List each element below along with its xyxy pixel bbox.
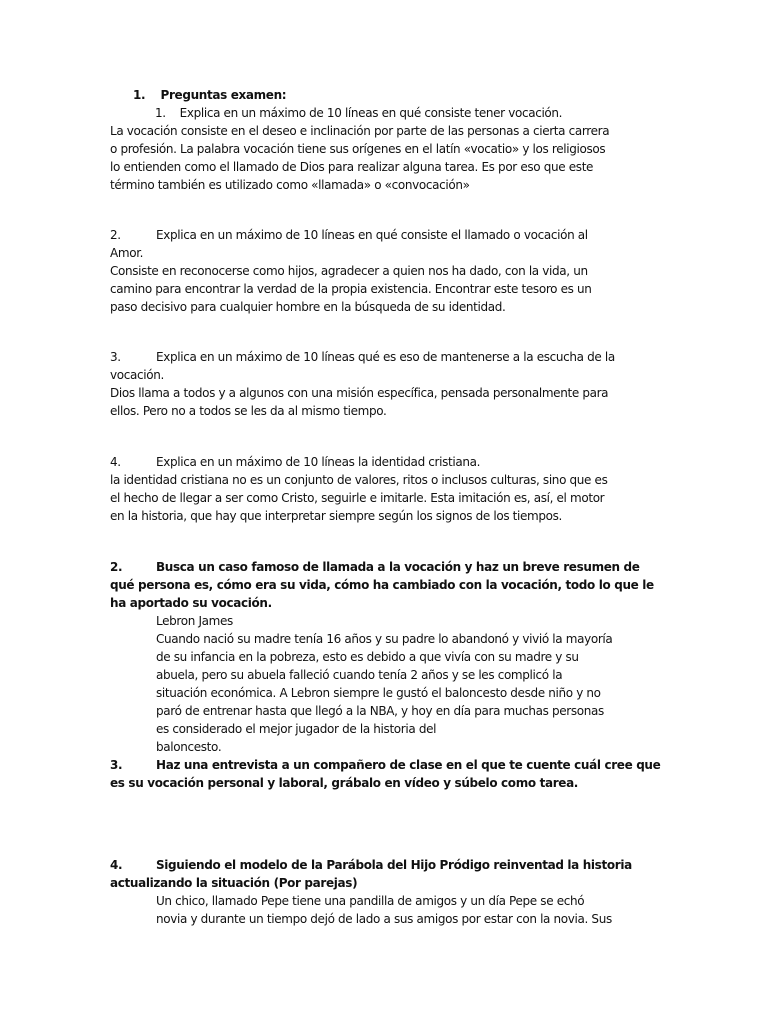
task-3-number: 3. xyxy=(110,758,123,772)
answer-2-line: camino para encontrar la verdad de la propia existencia. Encontrar este tesoro es un xyxy=(110,282,592,296)
question-1-number: 1. xyxy=(155,106,166,120)
heading-number: 1. xyxy=(133,88,146,102)
answer-4-line: la identidad cristiana no es un conjunto de valores, ritos o inclusos culturas, sino que es xyxy=(110,473,608,487)
task-2-answer-line: de su infancia en la pobreza, esto es debido a que vivía con su madre y su xyxy=(156,650,579,664)
question-1-text: Explica en un máximo de 10 líneas en qué consiste tener vocación. xyxy=(179,106,563,120)
question-4-number: 4. xyxy=(110,455,121,469)
question-4-text: Explica en un máximo de 10 líneas la identidad cristiana. xyxy=(156,455,481,469)
question-4 xyxy=(110,453,658,471)
task-2-answer-line: situación económica. A Lebron siempre le gustó el baloncesto desde niño y no xyxy=(156,686,601,700)
task-3-text-cont: es su vocación personal y laboral, grábalo en vídeo y súbelo como tarea. xyxy=(110,776,579,790)
answer-1-line: La vocación consiste en el deseo e inclinación por parte de las personas a cierta carrera xyxy=(110,124,610,138)
task-2-answer-line: paró de entrenar hasta que llegó a la NBA, y hoy en día para muchas personas xyxy=(156,704,604,718)
answer-2-line: paso decisivo para cualquier hombre en la búsqueda de su identidad. xyxy=(110,300,506,314)
task-3 xyxy=(110,756,661,774)
section-task-2 xyxy=(110,558,661,792)
task-4-answer-line: Un chico, llamado Pepe tiene una pandilla de amigos y un día Pepe se echó xyxy=(156,894,585,908)
task-2-text: Busca un caso famoso de llamada a la vocación y haz un breve resumen de xyxy=(156,560,640,574)
answer-1-line: lo entienden como el llamado de Dios para realizar alguna tarea. Es por eso que este xyxy=(110,160,594,174)
task-2-text-cont: qué persona es, cómo era su vida, cómo ha cambiado con la vocación, todo lo que le xyxy=(110,578,654,592)
section-task-4 xyxy=(110,856,658,928)
task-3-text: Haz una entrevista a un compañero de clase en el que te cuente cuál cree que xyxy=(156,758,661,772)
question-3-text-cont: vocación. xyxy=(110,368,164,382)
task-2-answer-line: baloncesto. xyxy=(156,740,222,754)
task-4 xyxy=(110,856,658,874)
question-1 xyxy=(110,104,658,122)
question-2 xyxy=(110,226,658,244)
answer-1-line: o profesión. La palabra vocación tiene sus orígenes en el latín «vocatio» y los religiosos xyxy=(110,142,606,156)
task-4-number: 4. xyxy=(110,858,123,872)
task-2-text-cont: ha aportado su vocación. xyxy=(110,596,272,610)
section-question-2 xyxy=(110,226,658,316)
task-2-answer-line: Lebron James xyxy=(156,614,233,628)
answer-4-line: en la historia, que hay que interpretar siempre según los signos de los tiempos. xyxy=(110,509,563,523)
answer-1-line: término también es utilizado como «llamada» o «convocación» xyxy=(110,178,470,192)
question-3-text: Explica en un máximo de 10 líneas qué es eso de mantenerse a la escucha de la xyxy=(156,350,615,364)
task-4-text-cont: actualizando la situación (Por parejas) xyxy=(110,876,358,890)
task-2 xyxy=(110,558,658,576)
task-2-answer-line: abuela, pero su abuela falleció cuando tenía 2 años y se les complicó la xyxy=(156,668,563,682)
answer-4-line: el hecho de llegar a ser como Cristo, seguirle e imitarle. Esta imitación es, así, el motor xyxy=(110,491,605,505)
question-2-number: 2. xyxy=(110,228,121,242)
task-2-answer-line: Cuando nació su madre tenía 16 años y su padre lo abandonó y vivió la mayoría xyxy=(156,632,613,646)
heading-preguntas xyxy=(110,86,658,104)
task-4-answer-line: novia y durante un tiempo dejó de lado a sus amigos por estar con la novia. Sus xyxy=(156,912,612,926)
question-3 xyxy=(110,348,658,366)
task-4-text: Siguiendo el modelo de la Parábola del Hijo Pródigo reinventad la historia xyxy=(156,858,632,872)
section-question-4 xyxy=(110,453,658,525)
answer-3-line: ellos. Pero no a todos se les da al mismo tiempo. xyxy=(110,404,387,418)
answer-3-line: Dios llama a todos y a algunos con una misión específica, pensada personalmente para xyxy=(110,386,609,400)
question-2-text-cont: Amor. xyxy=(110,246,144,260)
answer-2-line: Consiste en reconocerse como hijos, agradecer a quien nos ha dado, con la vida, un xyxy=(110,264,588,278)
heading-text: Preguntas examen: xyxy=(160,88,287,102)
question-3-number: 3. xyxy=(110,350,121,364)
question-2-text: Explica en un máximo de 10 líneas en qué consiste el llamado o vocación al xyxy=(156,228,588,242)
section-question-3 xyxy=(110,348,658,420)
section-preguntas xyxy=(110,86,658,194)
task-2-number: 2. xyxy=(110,560,123,574)
task-2-answer-line: es considerado el mejor jugador de la historia del xyxy=(156,722,437,736)
